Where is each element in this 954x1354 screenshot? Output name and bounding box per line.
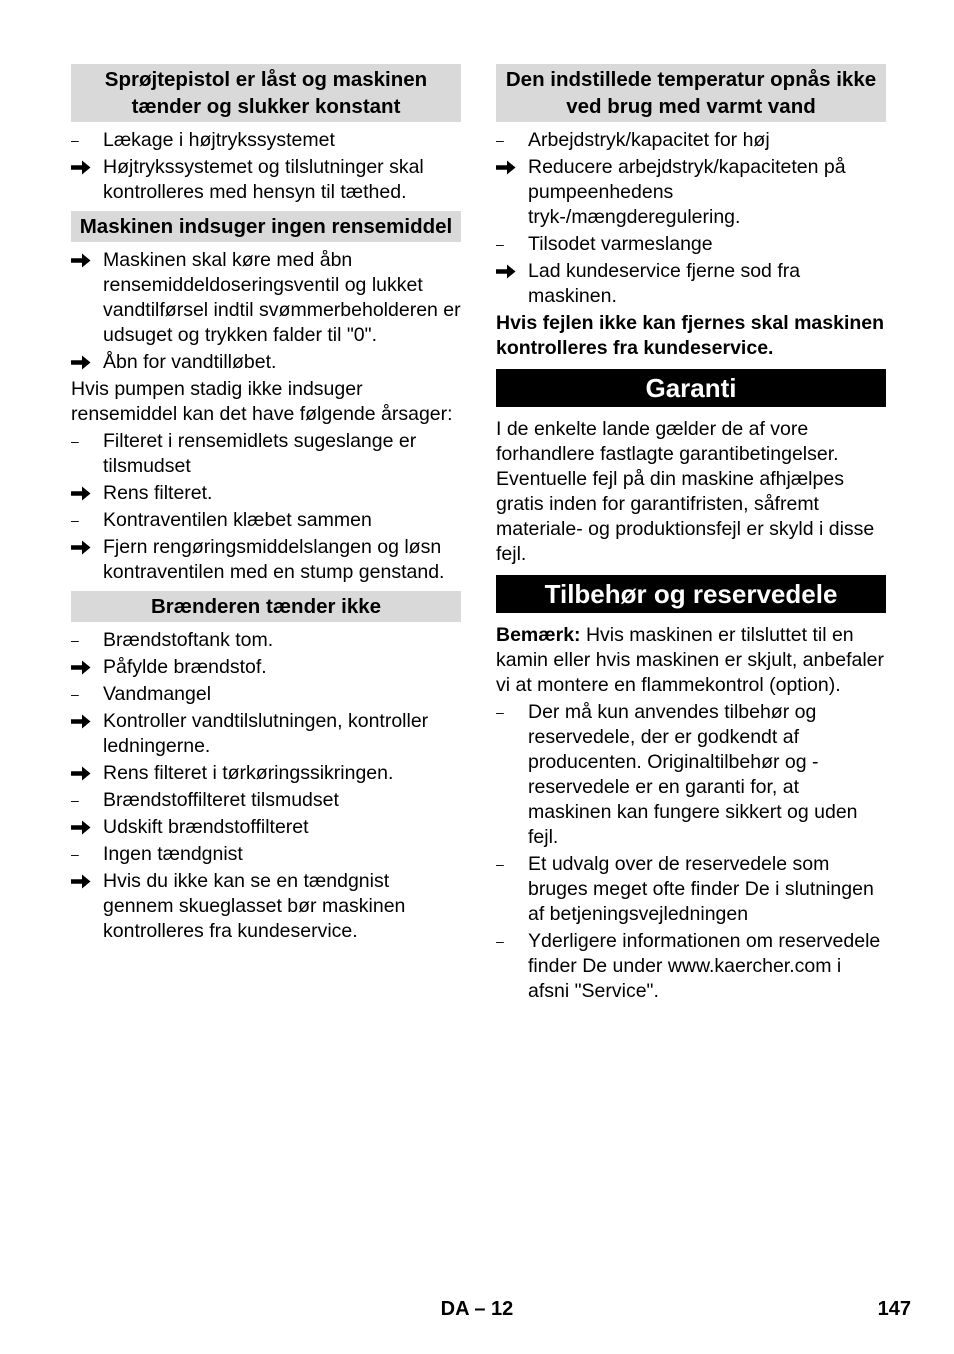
section-heading-garanti: Garanti bbox=[496, 369, 886, 407]
arrow-right-icon bbox=[71, 155, 103, 175]
arrow-right-icon bbox=[71, 248, 103, 268]
cause-list-item bbox=[71, 842, 461, 867]
list-item-text: Påfylde brændstof. bbox=[103, 656, 267, 678]
paragraph: I de enkelte lande gælder de af vore forhandlere fastlagte garantibetingelser. Eventuelle fejl på din maskine afhjælpes gratis inden for garantifristen, såfremt materiale- og produktionsfejl er skyld i disse fejl. bbox=[496, 418, 875, 565]
remedy-list-item bbox=[71, 655, 461, 680]
dash-bullet-icon: – bbox=[71, 686, 79, 702]
section-heading-spr-jtepistol-er-l-st-og-maski: Sprøjtepistol er låst og maskinen tænder og slukker konstant bbox=[71, 64, 461, 122]
list-item-text: Rens filteret i tørkøringssikringen. bbox=[103, 762, 394, 784]
list-item-text: Ingen tændgnist bbox=[103, 843, 243, 865]
list-item-text: Lad kundeservice fjerne sod fra maskinen. bbox=[528, 260, 801, 307]
arrow-right-icon bbox=[71, 655, 103, 675]
list-item-text: Yderligere informationen om reservedele finder De under www.kaercher.com i afsni "Service". bbox=[528, 930, 881, 1002]
list-item-text: Reducere arbejdstryk/kapaciteten på pumpeenhedens tryk-/mængderegulering. bbox=[528, 156, 846, 228]
dash-bullet-icon: – bbox=[71, 792, 79, 808]
cause-list-item bbox=[496, 929, 886, 1004]
arrow-right-icon bbox=[71, 481, 103, 501]
dash-bullet-icon: – bbox=[71, 433, 79, 449]
cause-list-item bbox=[71, 682, 461, 707]
list-item-text: Fjern rengøringsmiddelslangen og løsn kontraventilen med en stump genstand. bbox=[103, 536, 445, 583]
cause-list-item bbox=[71, 128, 461, 153]
list-item-text: Filteret i rensemidlets sugeslange er tilsmudset bbox=[103, 430, 417, 477]
remedy-list-item bbox=[71, 155, 461, 205]
list-item-text: Der må kun anvendes tilbehør og reservedele, der er godkendt af producenten. Originaltilbehør og -reservedele er en garanti for, at maskinen kan fungere sikkert og uden fejl. bbox=[528, 701, 858, 848]
list-item-text: Kontraventilen klæbet sammen bbox=[103, 509, 372, 531]
cause-list-item bbox=[496, 232, 886, 257]
arrow-right-icon bbox=[71, 869, 103, 889]
page-number: 147 bbox=[877, 1298, 911, 1320]
dash-bullet-icon: – bbox=[71, 512, 79, 528]
dash-bullet-icon: – bbox=[496, 933, 504, 949]
paragraph: Hvis fejlen ikke kan fjernes skal maskinen kontrolleres fra kundeservice. bbox=[496, 312, 885, 359]
dash-bullet-icon: – bbox=[496, 236, 504, 252]
list-item-text: Tilsodet varmeslange bbox=[528, 233, 713, 255]
dash-bullet-icon: – bbox=[71, 132, 79, 148]
dash-bullet-icon: – bbox=[496, 132, 504, 148]
cause-list-item bbox=[496, 700, 886, 850]
remedy-list-item bbox=[71, 869, 461, 944]
list-item-text: Lækage i højtrykssystemet bbox=[103, 129, 335, 151]
arrow-right-icon bbox=[71, 709, 103, 729]
section-heading-maskinen-indsuger-ingen-rensem: Maskinen indsuger ingen rensemiddel bbox=[71, 211, 461, 242]
remedy-list-item bbox=[71, 481, 461, 506]
dash-bullet-icon: – bbox=[71, 846, 79, 862]
list-item-text: Et udvalg over de reservedele som bruges meget ofte finder De i slutningen af betjeningsvejledningen bbox=[528, 853, 874, 925]
note-text: Hvis maskinen er tilsluttet til en kamin eller hvis maskinen er skjult, anbefaler vi at montere en flammekontrol (option). bbox=[496, 624, 885, 696]
note-paragraph bbox=[496, 623, 886, 698]
cause-list-item bbox=[71, 429, 461, 479]
list-item-text: Maskinen skal køre med åbn rensemiddeldoseringsventil og lukket vandtilførsel indtil svømmerbeholderen er udsuget og trykken falder til "0". bbox=[103, 249, 461, 346]
dash-bullet-icon: – bbox=[496, 856, 504, 872]
list-item-text: Højtrykssystemet og tilslutninger skal kontrolleres med hensyn til tæthed. bbox=[103, 156, 424, 203]
dash-bullet-icon: – bbox=[71, 632, 79, 648]
remedy-list-item bbox=[71, 761, 461, 786]
list-item-text: Vandmangel bbox=[103, 683, 212, 705]
remedy-list-item bbox=[71, 248, 461, 348]
list-item-text: Brændstoffilteret tilsmudset bbox=[103, 789, 339, 811]
list-item-text: Rens filteret. bbox=[103, 482, 213, 504]
left-column bbox=[71, 64, 461, 946]
cause-list-item bbox=[71, 628, 461, 653]
note-label: Bemærk: bbox=[496, 624, 581, 646]
section-heading-den-indstillede-temperatur-opn: Den indstillede temperatur opnås ikke ved brug med varmt vand bbox=[496, 64, 886, 122]
list-item-text: Arbejdstryk/kapacitet for høj bbox=[528, 129, 770, 151]
remedy-list-item bbox=[71, 535, 461, 585]
footer-section-label: DA – 12 bbox=[440, 1298, 514, 1320]
arrow-right-icon bbox=[71, 761, 103, 781]
arrow-right-icon bbox=[71, 350, 103, 370]
section-heading-br-nderen-t-nder-ikke: Brænderen tænder ikke bbox=[71, 591, 461, 622]
list-item-text: Hvis du ikke kan se en tændgnist gennem skueglasset bør maskinen kontrolleres fra kundeservice. bbox=[103, 870, 406, 942]
paragraph: Hvis pumpen stadig ikke indsuger rensemiddel kan det have følgende årsager: bbox=[71, 378, 453, 425]
remedy-list-item bbox=[496, 155, 886, 230]
cause-list-item bbox=[71, 508, 461, 533]
arrow-right-icon bbox=[496, 155, 528, 175]
remedy-list-item bbox=[71, 350, 461, 375]
section-heading-tilbeh-r-og-reservedele: Tilbehør og reservedele bbox=[496, 575, 886, 613]
list-item-text: Udskift brændstoffilteret bbox=[103, 816, 309, 838]
list-item-text: Åbn for vandtilløbet. bbox=[103, 351, 277, 373]
arrow-right-icon bbox=[71, 815, 103, 835]
arrow-right-icon bbox=[71, 535, 103, 555]
list-item-text: Kontroller vandtilslutningen, kontroller ledningerne. bbox=[103, 710, 429, 757]
right-column bbox=[496, 64, 886, 1006]
remedy-list-item bbox=[71, 815, 461, 840]
remedy-list-item bbox=[496, 259, 886, 309]
arrow-right-icon bbox=[496, 259, 528, 279]
remedy-list-item bbox=[71, 709, 461, 759]
dash-bullet-icon: – bbox=[496, 704, 504, 720]
list-item-text: Brændstoftank tom. bbox=[103, 629, 274, 651]
cause-list-item bbox=[71, 788, 461, 813]
cause-list-item bbox=[496, 852, 886, 927]
cause-list-item bbox=[496, 128, 886, 153]
